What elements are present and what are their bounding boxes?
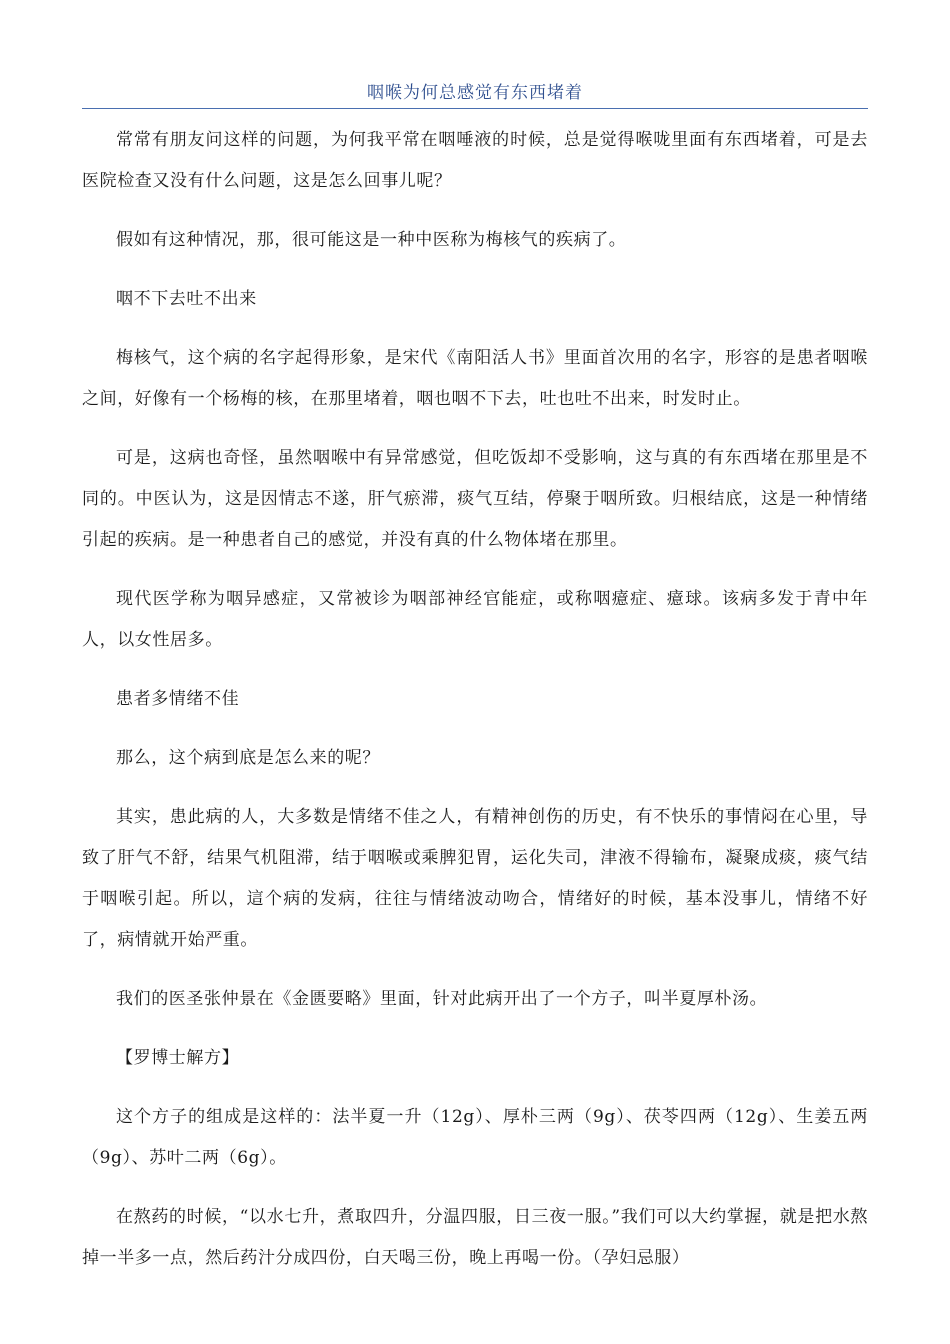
paragraph-modern-medicine: 现代医学称为咽异感症，又常被诊为咽部神经官能症，或称咽癔症、癔球。该病多发于青中年人，以女性居多。 bbox=[82, 589, 868, 650]
document-title: 咽喉为何总感觉有东西堵着 bbox=[367, 83, 583, 103]
title-divider bbox=[82, 108, 868, 109]
paragraph-cause-question: 那么，这个病到底是怎么来的呢？ bbox=[116, 748, 380, 768]
paragraph-intro-question: 常常有朋友问这样的问题，为何我平常在咽唾液的时候，总是觉得喉咙里面有东西堵着，可是去医院检查又没有什么问题，这是怎么回事儿呢？ bbox=[82, 130, 868, 191]
document-body bbox=[82, 120, 868, 1297]
paragraph-prescription-ingredients: 这个方子的组成是这样的：法半夏一升（12g）、厚朴三两（9g）、茯苓四两（12g）、生姜五两（9g）、苏叶二两（6g）。 bbox=[82, 1107, 868, 1168]
section-heading-symptom: 咽不下去吐不出来 bbox=[116, 289, 257, 309]
paragraph-tcm-explanation: 可是，这病也奇怪，虽然咽喉中有异常感觉，但吃饭却不受影响，这与真的有东西堵在那里是不同的。中医认为，这是因情志不遂，肝气瘀滞，痰气互结，停聚于咽所致。归根结底，这是一种情绪引起的疾病。是一种患者自己的感觉，并没有真的什么物体堵在那里。 bbox=[82, 448, 868, 550]
paragraph-cause-explanation: 其实，患此病的人，大多数是情绪不佳之人，有精神创伤的历史，有不快乐的事情闷在心里，导致了肝气不舒，结果气机阻滞，结于咽喉或乘脾犯胃，运化失司，津液不得输布，凝聚成痰，痰气结于咽喉引起。所以，這个病的发病，往往与情绪波动吻合，情绪好的时候，基本没事儿，情绪不好了，病情就开始严重。 bbox=[82, 807, 868, 950]
section-heading-prescription: 【罗博士解方】 bbox=[116, 1048, 240, 1068]
paragraph-intro-answer: 假如有这种情况，那，很可能这是一种中医称为梅核气的疾病了。 bbox=[116, 230, 627, 250]
paragraph-prescription-intro: 我们的医圣张仲景在《金匮要略》里面，针对此病开出了一个方子，叫半夏厚朴汤。 bbox=[116, 989, 768, 1009]
paragraph-decoction-method: 在熬药的时候，“以水七升，煮取四升，分温四服，日三夜一服。”我们可以大约掌握，就是把水熬掉一半多一点，然后药汁分成四份，白天喝三份，晚上再喝一份。（孕妇忌服） bbox=[82, 1207, 868, 1268]
paragraph-name-origin: 梅核气，这个病的名字起得形象，是宋代《南阳活人书》里面首次用的名字，形容的是患者咽喉之间，好像有一个杨梅的核，在那里堵着，咽也咽不下去，吐也吐不出来，时发时止。 bbox=[82, 348, 868, 409]
section-heading-emotion: 患者多情绪不佳 bbox=[116, 689, 240, 709]
